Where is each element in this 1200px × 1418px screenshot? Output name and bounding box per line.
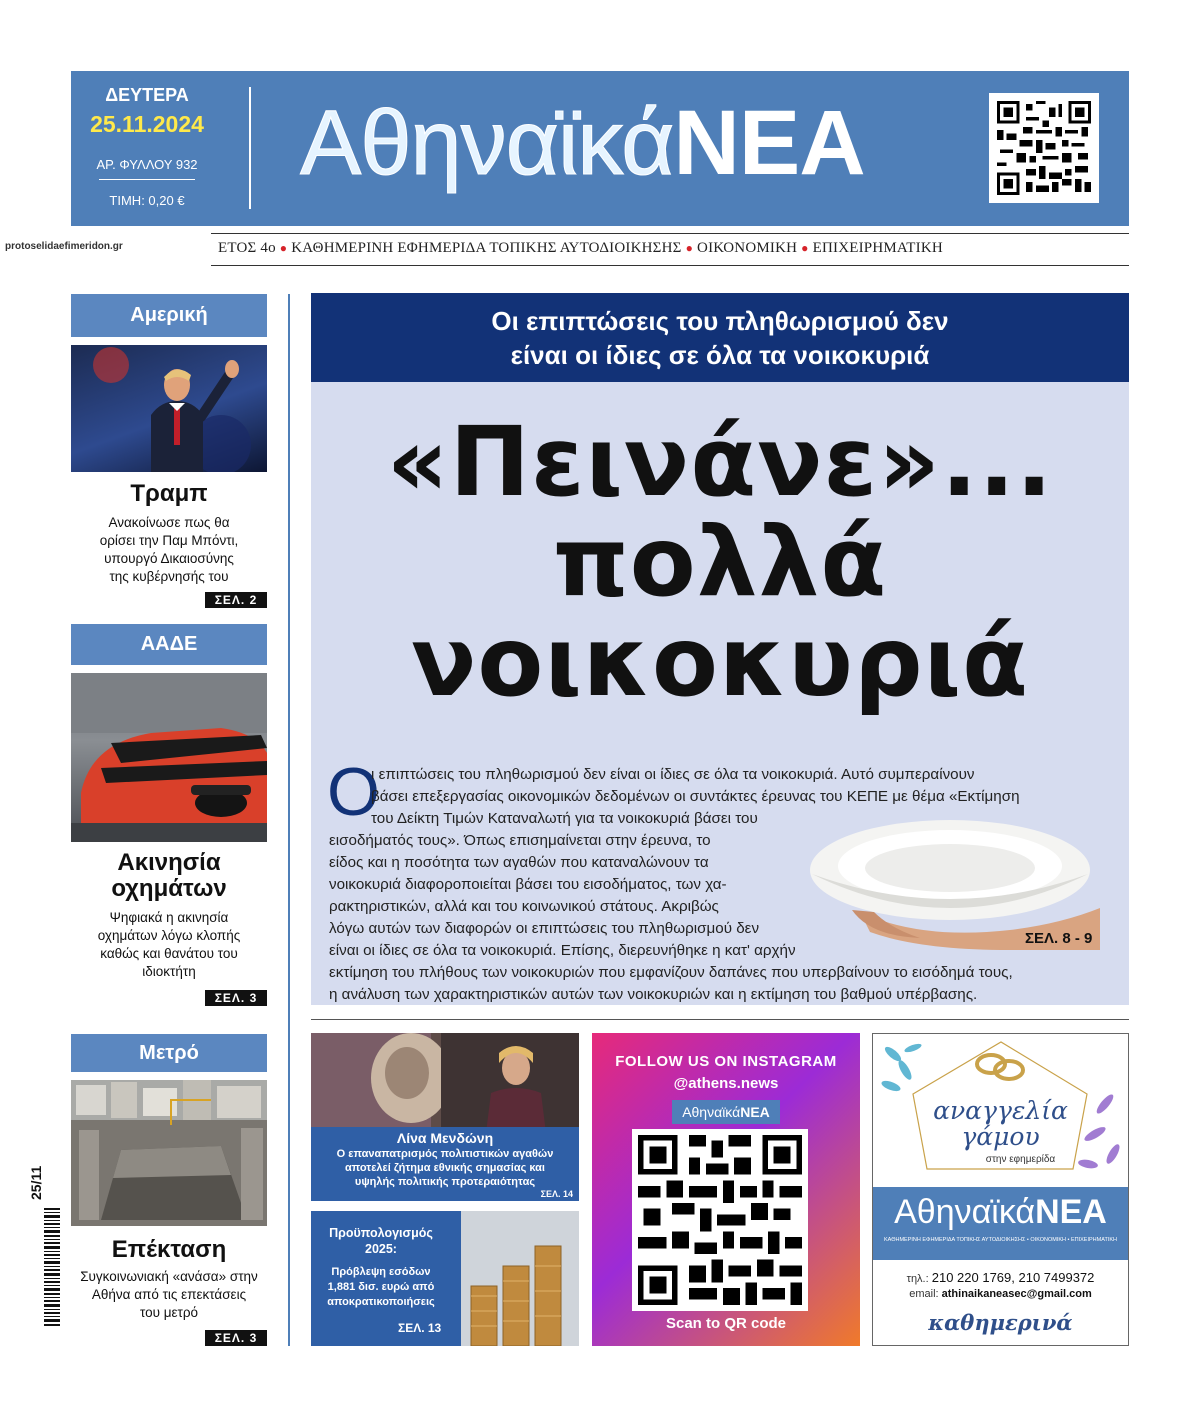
budget-line: Πρόβλεψη εσόδων <box>331 1266 431 1278</box>
red-car-photo[interactable] <box>71 673 267 842</box>
page-ref-3b[interactable]: ΣΕΛ. 3 <box>205 1330 267 1346</box>
mendoni-name: Λίνα Μενδώνη <box>396 1130 494 1146</box>
section-label-metro[interactable]: Μετρό <box>71 1034 267 1072</box>
page-ref-13[interactable]: ΣΕΛ. 13 <box>398 1321 442 1335</box>
wedding-title-line: γάμου <box>961 1122 1040 1151</box>
bullet-icon: ● <box>801 241 809 255</box>
lead-body-line: λόγω αυτών των διαφορών οι επιπτώσεις του πληθωρισμού δεν <box>329 920 760 937</box>
barcode-date: 25/11 <box>28 1165 44 1200</box>
column-separator <box>288 294 290 1346</box>
tagline <box>211 240 1129 257</box>
summary-line: του μετρό <box>139 1305 199 1320</box>
bullet-icon: ● <box>279 241 288 255</box>
email-label: email: <box>909 1288 939 1300</box>
lead-body-line: η ανάλυση των χαρακτηριστικών αυτών των νοικοκυριών και η εκτίμηση του βαθμού υπέρβασης. <box>329 986 978 1003</box>
newspaper-logo[interactable] <box>300 83 865 203</box>
page-ref-14[interactable]: ΣΕΛ. 14 <box>540 1189 573 1199</box>
issue-day: ΔΕΥΤΕΡΑ <box>105 85 189 105</box>
headline-line: «Πεινάνε»... <box>386 406 1054 518</box>
kicker-line: Οι επιπτώσεις του πληθωρισμού δεν <box>491 306 949 336</box>
summary-line: Συγκοινωνιακή «ανάσα» στην <box>80 1269 258 1284</box>
summary-line: Αθήνα από τις επεκτάσεις <box>91 1287 247 1302</box>
page-ref-3[interactable]: ΣΕΛ. 3 <box>205 990 267 1006</box>
wedding-daily: καθημερινά <box>928 1310 1073 1335</box>
wedding-title-line: αναγγελία <box>933 1096 1068 1125</box>
summary-line: Ψηφιακά η ακινησία <box>109 910 229 925</box>
lead-body-line: εισοδήματός τους». Όπως επισημαίνεται στην έρευνα, το <box>329 832 711 849</box>
drop-cap: Ο <box>327 754 380 830</box>
instagram-ad[interactable] <box>592 1033 860 1346</box>
summary-line: καθώς και θανάτου του <box>100 946 238 961</box>
logo-bold-text: ΝΕΑ <box>1035 1193 1107 1231</box>
scan-qr-label: Scan to QR code <box>665 1315 787 1332</box>
budget-title-line: 2025: <box>365 1242 397 1256</box>
lead-body-line: είδος και η ποσότητα των αγαθών που καταναλώνουν τα <box>329 854 709 871</box>
budget-box[interactable] <box>311 1211 579 1346</box>
lead-body-line: ι επιπτώσεις του πληθωρισμού δεν είναι οι ίδιες σε όλα τα νοικοκυριά. Αυτό συμπεραίνουν <box>371 766 975 783</box>
logo-light-text: Αθηναϊκά <box>682 1104 741 1120</box>
summary-line: της κυβέρνησής του <box>109 569 229 584</box>
metro-construction-photo[interactable] <box>71 1080 267 1226</box>
wedding-email <box>873 1288 1128 1300</box>
story-summary-vehicles <box>71 909 267 981</box>
logo-bold-text: ΝΕΑ <box>673 92 865 194</box>
barcode <box>22 1140 62 1340</box>
tagline-rule-bottom <box>211 265 1129 266</box>
headline-line: πολλά <box>552 506 888 618</box>
wedding-logo-band <box>873 1187 1128 1260</box>
site-credit: protoselidaefimeridon.gr <box>5 241 123 252</box>
lead-body-line: εκτίμηση του πλήθους των νοικοκυριών που εμφανίζουν δαπάνες που υπερβαίνουν το εισόδημά τους, <box>329 964 1013 981</box>
phone-label: τηλ.: <box>906 1273 929 1285</box>
bullet-icon: ● <box>685 241 694 255</box>
caption-line: Ο επαναπατρισμός πολιτιστικών αγαθών <box>336 1148 554 1160</box>
instagram-follow: FOLLOW US ON INSTAGRAM <box>615 1053 837 1070</box>
logo-light-text: Αθηναϊκά <box>894 1193 1036 1231</box>
phone-value[interactable]: 210 220 1769, 210 7499372 <box>931 1270 1095 1285</box>
issue-divider <box>99 179 195 180</box>
tagline-rule-top <box>211 233 1129 234</box>
page-ref-2[interactable]: ΣΕΛ. 2 <box>205 592 267 608</box>
tagline-item: ΕΠΙΧΕΙΡΗΜΑΤΙΚΗ <box>812 240 943 256</box>
caption-line: υψηλής πολιτικής προτεραιότητας <box>354 1176 536 1188</box>
wedding-sub: στην εφημερίδα <box>985 1154 1056 1165</box>
mendoni-caption <box>311 1127 579 1201</box>
logo-light-text: Αθηναϊκά <box>300 92 674 194</box>
logo-bold-text: ΝΕΑ <box>740 1104 770 1120</box>
caption-line: αποτελεί ζήτημα εθνικής σημασίας και <box>345 1162 545 1174</box>
budget-text <box>311 1225 451 1310</box>
issue-price: ΤΙΜΗ: 0,20 € <box>109 193 185 208</box>
lead-body-line: βάσει επεξεργασίας οικονομικών δεδομένων οι συντάκτες έρευνας του ΚΕΠΕ με θέμα «Εκτίμηση <box>371 788 1020 805</box>
title-line: Ακινησία <box>117 849 221 876</box>
wedding-ad[interactable] <box>872 1033 1129 1346</box>
story-title-trump[interactable]: Τραμπ <box>130 480 208 507</box>
masthead-separator <box>249 87 251 209</box>
masthead <box>71 71 1129 226</box>
lead-body-line: του Δείκτη Τιμών Καταναλωτή για τα νοικοκυριά βάσει του <box>371 810 758 827</box>
tagline-item: ΚΑΘΗΜΕΡΙΝΗ ΕΦΗΜΕΡΙΔΑ ΤΟΠΙΚΗΣ ΑΥΤΟΔΙΟΙΚΗΣΗΣ <box>291 240 682 256</box>
page-ref-8-9[interactable]: ΣΕΛ. 8 - 9 <box>1025 930 1093 947</box>
instagram-qr-icon[interactable] <box>632 1129 808 1311</box>
summary-line: ιδιοκτήτη <box>142 964 196 979</box>
story-summary-metro <box>71 1268 267 1322</box>
summary-line: ορίσει την Παμ Μπόντι, <box>99 533 239 548</box>
mendoni-photo-box[interactable] <box>311 1033 579 1201</box>
trump-photo[interactable] <box>71 345 267 472</box>
wedding-logo-tag: ΚΑΘΗΜΕΡΙΝΗ ΕΦΗΜΕΡΙΔΑ ΤΟΠΙΚΗΣ ΑΥΤΟΔΙΟΙΚΗΣΗΣ • ΟΙΚΟΝΟΜΙΚΗ • ΕΠΙΧΕΙΡΗΜΑΤΙΚΗ <box>884 1237 1117 1243</box>
wedding-phone <box>873 1270 1128 1285</box>
lead-headline[interactable] <box>311 406 1129 718</box>
section-divider <box>311 1019 1129 1020</box>
story-title-vehicles[interactable] <box>71 850 267 902</box>
lead-kicker[interactable] <box>311 293 1129 382</box>
summary-line: υπουργό Δικαιοσύνης <box>104 551 234 566</box>
section-label-aade[interactable]: ΑΑΔΕ <box>71 624 267 665</box>
summary-line: Ανακοίνωσε πως θα <box>108 515 230 530</box>
tagline-year: ΕΤΟΣ 4ο <box>218 240 276 256</box>
headline-line: νοικοκυριά <box>410 606 1029 718</box>
issue-date: 25.11.2024 <box>90 111 204 137</box>
budget-line: αποκρατικοποιήσεις <box>327 1296 435 1308</box>
wedding-title <box>873 1098 1128 1150</box>
qr-code-icon[interactable] <box>989 93 1099 203</box>
coins-icon <box>461 1211 579 1346</box>
lead-body-line: ρακτηριστικών, αλλά και του κοινωνικού στάτους. Ακριβώς <box>329 898 719 915</box>
instagram-handle[interactable]: @athens.news <box>673 1075 779 1092</box>
lead-body-line: νοικοκυριά διαφοροποιείται βάσει του εισοδήματος, των χα- <box>329 876 727 893</box>
section-label-america[interactable]: Αμερική <box>71 294 267 337</box>
summary-line: οχημάτων λόγω κλοπής <box>97 928 241 943</box>
issue-number: ΑΡ. ΦΥΛΛΟΥ 932 <box>96 157 198 172</box>
email-value[interactable]: athinaikaneasec@gmail.com <box>941 1288 1092 1300</box>
budget-line: 1,881 δισ. ευρώ από <box>327 1281 435 1293</box>
wedding-logo <box>873 1187 1128 1237</box>
story-title-metro[interactable]: Επέκταση <box>111 1236 227 1263</box>
budget-title-line: Προϋπολογισμός <box>329 1226 433 1240</box>
title-line: οχημάτων <box>111 875 227 902</box>
instagram-logo <box>672 1100 780 1124</box>
tagline-item: ΟΙΚΟΝΟΜΙΚΗ <box>697 240 798 256</box>
kicker-line: είναι οι ίδιες σε όλα τα νοικοκυριά <box>510 340 930 370</box>
story-summary-trump <box>71 514 267 586</box>
lead-body-line: είναι οι ίδιες σε όλα τα νοικοκυριά. Επίσης, διερευνήθηκε η κατ' αρχήν <box>329 942 796 959</box>
